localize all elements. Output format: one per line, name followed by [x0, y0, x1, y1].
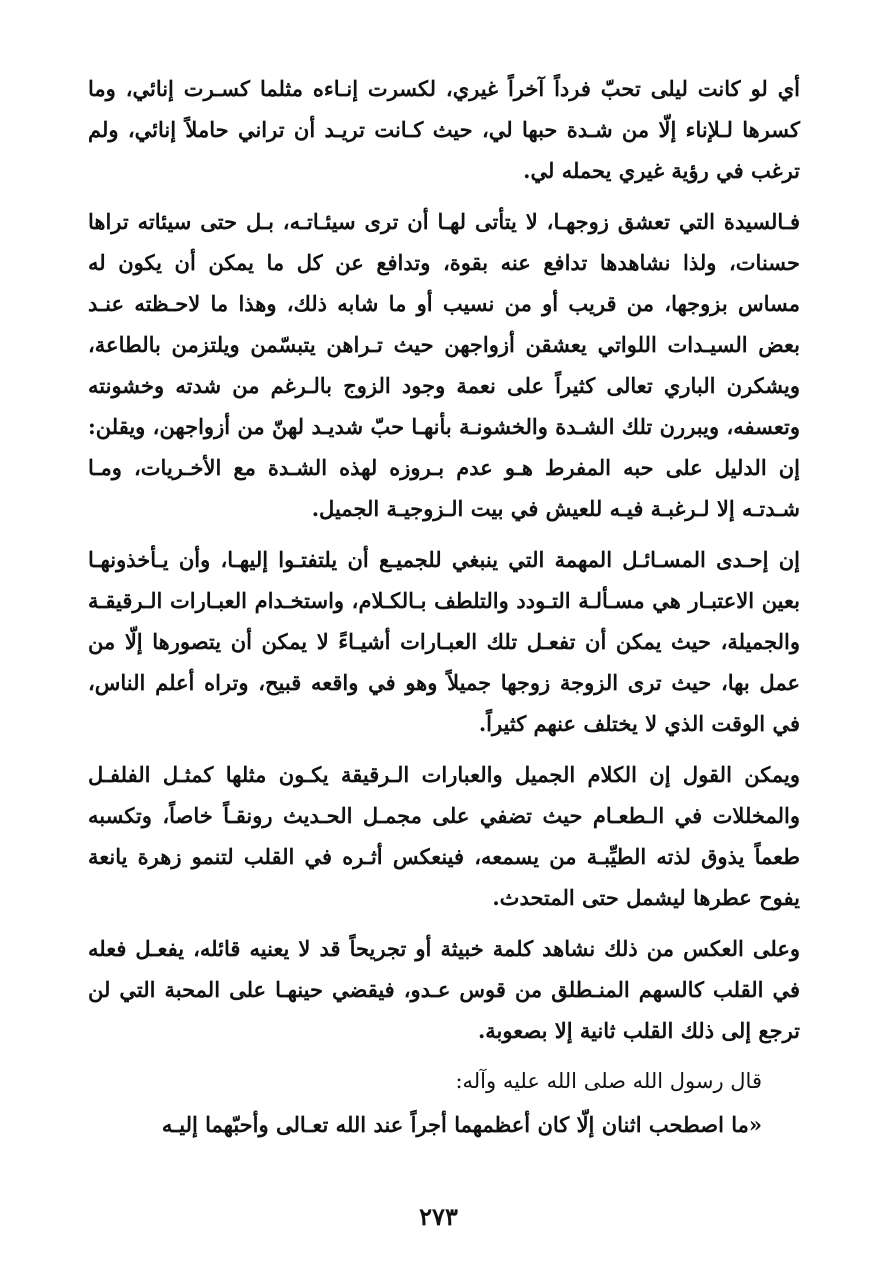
quote-intro: قال رسول الله صلى الله عليه وآله: [455, 1069, 762, 1093]
page-body [88, 68, 800, 1145]
paragraph-1: أي لو كانت ليلى تحبّ فرداً آخراً غيري، لكسرت إنـاءه مثلما كسـرت إنائي، وما كسرها لـلإناء إلّا من شـدة حبها لي، حيث كـانت تريـد أن تراني حاملاً إنائي، ولم ترغب في رؤية غيري يحمله لي. [88, 76, 800, 183]
paragraph-4: ويمكن القول إن الكلام الجميل والعبارات الـرقيقة يكـون مثلها كمثـل الفلفـل والمخللات في الـطعـام حيث تضفي على مجمـل الحـديث رونقـاً خاصاً، وتكسبه طعماً يذوق لذته الطيِّبـة من يسمعه، فينعكس أثـره في القلب لتنمو زهرة يانعة يفوح عطرها ليشمل حتى المتحدث. [88, 762, 800, 910]
hadith-text: «ما اصطحب اثنان إلّا كان أعظمهما أجراً عند الله تعـالى وأحبّهما إليـه [161, 1112, 762, 1137]
paragraph-5: وعلى العكس من ذلك نشاهد كلمة خبيثة أو تجريحاً قد لا يعنيه قائله، يفعـل فعله في القلب كالسهم المنـطلق من قوس عـدو، فيقضي حينهـا على المحبة التي لن ترجع إلى ذلك القلب ثانية إلا بصعوبة. [88, 936, 800, 1043]
paragraph-2: فـالسيدة التي تعشق زوجهـا، لا يتأتى لهـا أن ترى سيئـاتـه، بـل حتى سيئاته تراها حسنات، ولذا نشاهدها تدافع عنه بقوة، وتدافع عن كل ما يمكن أن يكون له مساس بزوجها، من قريب أو من نسيب أو ما شابه ذلك، وهذا ما لاحـظته عنـد بعض السيـدات اللواتي يعشقن أزواجهن حيث تـراهن يتبسّمن ويلتزمن بالطاعة، ويشكرن الباري تعالى كثيراً على نعمة وجود الزوج بالـرغم من شدته وخشونته وتعسفه، ويبررن تلك الشـدة والخشونـة بأنهـا حبّ شديـد لهنّ من أزواجهن، ويقلن: إن الدليل على حبه المفرط هـو عدم بـروزه لهذه الشـدة مع الأخـريات، ومـا شـدتـه إلا لـرغبـة فيـه للعيش في بيت الـزوجيـة الجميل. [88, 209, 800, 521]
paragraph-3: إن إحـدى المسـائـل المهمة التي ينبغي للجميـع أن يلتفتـوا إليهـا، وأن يـأخذونهـا بعين الاعتبـار هي مسـألـة التـودد والتلطف بـالكـلام، واستخـدام العبـارات الـرقيقـة والجميلة، حيث يمكن أن تفعـل تلك العبـارات أشيـاءً لا يمكن أن يتصورها إلّا من عمل بها، حيث ترى الزوجة زوجها جميلاً وهو في واقعه قبيح، وتراه أعلم الناس، في الوقت الذي لا يختلف عنهم كثيراً. [88, 547, 800, 736]
page-number: ٢٧٣ [419, 1202, 458, 1231]
